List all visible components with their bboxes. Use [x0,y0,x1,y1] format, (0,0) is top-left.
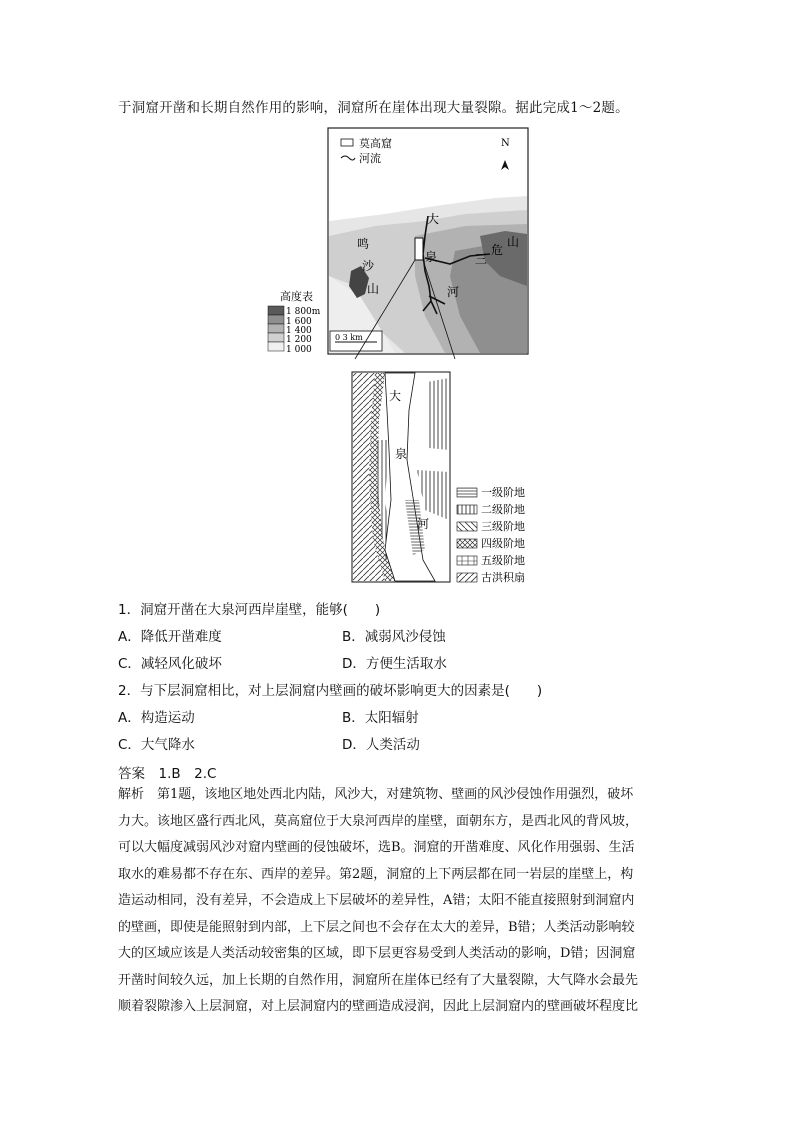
terrace-2-right [427,378,449,450]
q1-stem: 1．洞窟开凿在大泉河西岸崖壁，能够( ) [118,602,381,618]
analysis-line: 开凿时间较久远，加上长期的自然作用，洞窟所在崖体已经有了大量裂隙，大气降水会最先 [118,972,639,988]
q2-option-a[interactable]: A．构造运动 [118,710,195,726]
analysis-line: 顺着裂隙渗入上层洞窟，对上层洞窟内的壁画造成浸润，因此上层洞窟内的壁画破坏程度比 [118,999,639,1014]
analysis-line: 大的区域应该是人类活动较密集的区域，即下层更容易受到人类活动的影响，D错；因洞窟 [118,946,636,961]
terrace-legend-2: 二级阶地 [481,503,525,516]
north-label: N [501,138,510,149]
analysis-line: 解析 第1题，该地区地处西北内陆，风沙大，对建筑物、壁画的风沙侵蚀作用强烈，破坏 [118,787,634,802]
label-sha: 沙 [362,259,375,273]
q2-stem: 2．与下层洞窟相比，对上层洞窟内壁画的破坏影响更大的因素是( ) [118,683,543,699]
answer-line: 答案 1.B 2.C [118,766,217,782]
legend-river: 河流 [359,152,381,165]
q2-option-c[interactable]: C．大气降水 [118,737,195,753]
label-he: 河 [447,285,460,299]
terrace-legend-5: 五级阶地 [481,554,525,567]
analysis-line: 取水的难易都不存在东、西岸的差异。第2题，洞窟的上下两层都在同一岩层的崖壁上，构 [118,866,634,882]
elevation-level-3: 1 400 [286,326,312,336]
analysis-line: 力大。该地区盛行西北风，莫高窟位于大泉河西岸的崖壁，面朝东方，是西北风的背风坡， [118,813,639,829]
label-da: 大 [427,212,440,226]
analysis-line: 的壁画，即使是能照射到内部，上下层之间也不会存在太大的差异，B错；人类活动影响较 [118,919,635,935]
terrace-legend-1: 一级阶地 [481,486,525,499]
intro-text: 于洞窟开凿和长期自然作用的影响，洞窟所在崖体出现大量裂隙。据此完成1～2题。 [118,100,629,116]
analysis-paragraph [118,782,684,1021]
terrace-legend-3: 三级阶地 [481,520,525,533]
analysis-line: 可以大幅度减弱风沙对窟内壁画的侵蚀破坏，选B。洞窟的开凿难度、风化作用强弱、生活 [118,840,635,855]
q1-option-d[interactable]: D．方便生活取水 [342,656,447,672]
q1-option-a[interactable]: A．降低开凿难度 [118,629,222,645]
q1-option-b[interactable]: B．减弱风沙侵蚀 [342,629,446,645]
label-san: 三 [475,252,488,266]
terrace-label-da: 大 [389,389,402,403]
analysis-line: 造运动相同，没有差异，不会造成上下层破坏的差异性，A错；太阳不能直接照射到洞窟内 [118,893,635,908]
terrace-map [345,360,535,590]
mogao-grottoes-marker [415,238,423,260]
label-shan2: 山 [507,235,520,249]
label-ming: 鸣 [357,237,370,251]
terrace-label-he: 河 [417,517,430,531]
terrace-legend-6: 古洪积扇 [481,571,525,584]
q2-option-d[interactable]: D．人类活动 [342,737,420,753]
label-wei: 危 [491,243,504,257]
scale-label: 0 3 km [335,333,363,342]
label-quan: 泉 [425,250,438,264]
q1-option-c[interactable]: C．减轻风化破坏 [118,656,222,672]
elevation-level-4: 1 200 [286,335,312,345]
grotto-legend-icon [341,139,353,146]
elevation-level-2: 1 600 [286,317,312,327]
topographic-map [265,126,535,361]
legend-grotto: 莫高窟 [359,137,392,150]
elevation-legend-title: 高度表 [280,290,313,303]
label-shan: 山 [367,282,380,296]
q2-option-b[interactable]: B．太阳辐射 [342,710,419,726]
terrace-legend-4: 四级阶地 [481,537,525,550]
terrace-label-quan: 泉 [395,447,408,461]
elevation-level-5: 1 000 [286,345,312,355]
elevation-level-1: 1 800m [286,307,321,317]
